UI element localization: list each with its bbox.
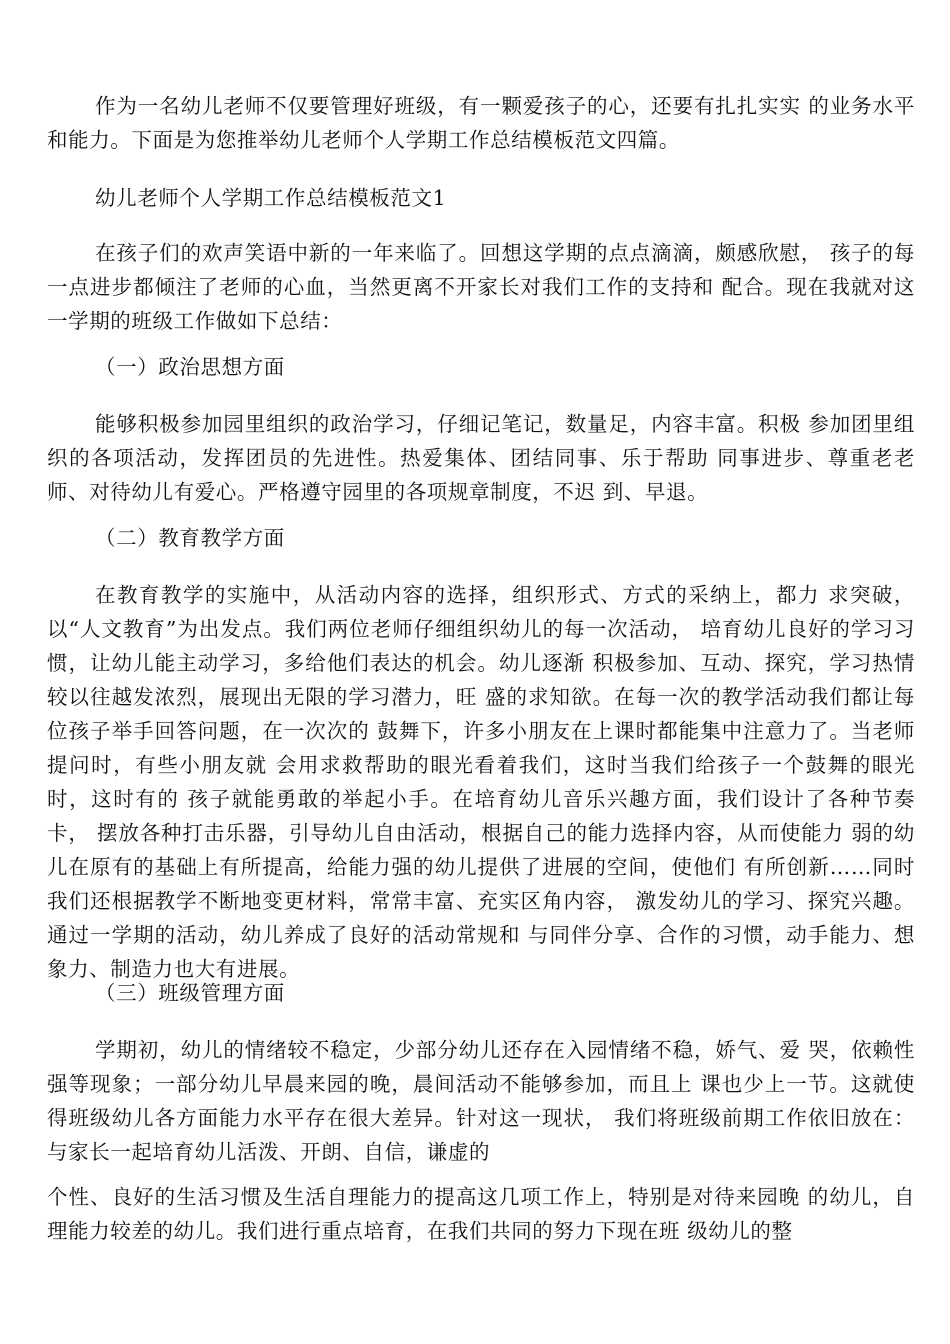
heading-teaching: （二）教育教学方面 — [95, 526, 285, 550]
heading-political: （一）政治思想方面 — [95, 355, 285, 379]
continuation-paragraph: 个性、良好的生活习惯及生活自理能力的提高这几项工作上，特别是对待来园晚 的幼儿，自理能力较差的幼儿。我们进行重点培育，在我们共同的努力下现在班 级幼儿的整 — [47, 1185, 915, 1243]
intro-paragraph: 作为一名幼儿老师不仅要管理好班级，有一颗爱孩子的心，还要有扎扎实实 的业务水平和能力。下面是为您推举幼儿老师个人学期工作总结模板范文四篇。 — [47, 94, 915, 152]
class-management-paragraph: 学期初，幼儿的情绪较不稳定，少部分幼儿还存在入园情绪不稳，娇气、爱 哭，依赖性强等现象；一部分幼儿早晨来园的晚，晨间活动不能够参加，而且上 课也少上一节。这就使得班级幼儿各方面能力水平存在很大差异。针对这一现状， 我们将班级前期工作依旧放在：与家长一起培育幼儿活泼、开朗、自信，谦虚的 — [47, 1038, 915, 1164]
heading-class-management: （三）班级管理方面 — [95, 981, 285, 1005]
teaching-paragraph: 在教育教学的实施中，从活动内容的选择，组织形式、方式的采纳上，都力 求突破，以“人文教育”为出发点。我们两位老师仔细组织幼儿的每一次活动， 培育幼儿良好的学习习惯，让幼儿能主动学习，多给他们表达的机会。幼儿逐渐 积极参加、互动、探究，学习热情较以往越发浓烈，展现出无限的学习潜力，旺 盛的求知欲。在每一次的教学活动我们都让每位孩子举手回答问题，在一次次的 鼓舞下，许多小朋友在上课时都能集中注意力了。当老师提问时，有些小朋友就 会用求救帮助的眼光看着我们，这时当我们给孩子一个鼓舞的眼光时，这时有的 孩子就能勇敢的举起小手。在培育幼儿音乐兴趣方面，我们设计了各种节奏卡， 摆放各种打击乐器，引导幼儿自由活动，根据自己的能力选择内容，从而使能力 弱的幼儿在原有的基础上有所提高，给能力强的幼儿提供了进展的空间，使他们 有所创新……同时我们还根据教学不断地变更材料，常常丰富、充实区角内容， 激发幼儿的学习、探究兴趣。通过一学期的活动，幼儿养成了良好的活动常规和 与同伴分享、合作的习惯，动手能力、想象力、制造力也大有进展。 — [47, 583, 915, 981]
opening-paragraph: 在孩子们的欢声笑语中新的一年来临了。回想这学期的点点滴滴，颇感欣慰， 孩子的每一点进步都倾注了老师的心血，当然更离不开家长对我们工作的支持和 配合。现在我就对这一学期的班级工作做如下总结： — [47, 241, 915, 333]
political-paragraph: 能够积极参加园里组织的政治学习，仔细记笔记，数量足，内容丰富。积极 参加团里组织的各项活动，发挥团员的先进性。热爱集体、团结同事、乐于帮助 同事进步、尊重老老师、对待幼儿有爱心。严格遵守园里的各项规章制度，不迟 到、早退。 — [47, 412, 915, 504]
section-title: 幼儿老师个人学期工作总结模板范文1 — [95, 186, 447, 210]
